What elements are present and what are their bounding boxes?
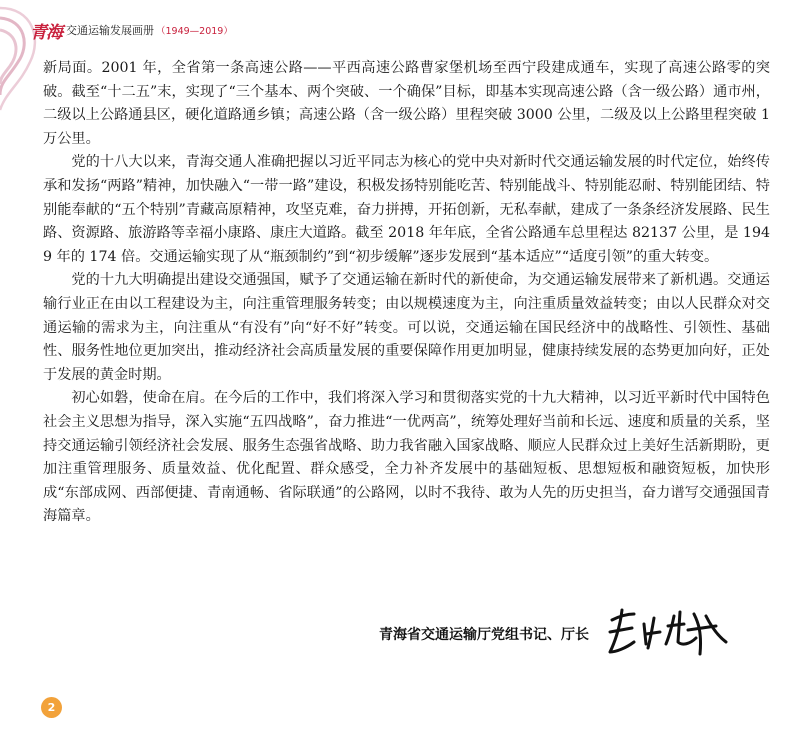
body-text <box>43 57 770 529</box>
book-title: 交通运输发展画册 <box>66 24 154 37</box>
qinghai-logo: 青海 <box>30 22 62 43</box>
paragraph-2: 党的十八大以来，青海交通人准确把握以习近平同志为核心的党中央对新时代交通运输发展的时代定位，始终传承和发扬“两路”精神，加快融入“一带一路”建设，积极发扬特别能吃苦、特别能战斗、特别能忍耐、特别能团结、特别能奉献的“五个特别”青藏高原精神，攻坚克难，奋力拼搏，开拓创新，无私奉献，建成了一条条经济发展路、民生路、资源路、旅游路等幸福小康路、康庄大道路。截至 2018 年年底，全省公路通车总里程达 82137 公里，是 1949 年的 174 倍。交通运输实现了从“瓶颈制约”到“初步缓解”逐步发展到“基本适应”“适度引领”的重大转变。 <box>43 154 770 265</box>
author-title: 青海省交通运输厅党组书记、厅长 <box>379 627 589 643</box>
paragraph-3: 党的十九大明确提出建设交通强国，赋予了交通运输在新时代的新使命，为交通运输发展带来了新机遇。交通运输行业正在由以工程建设为主，向注重管理服务转变；由以规模速度为主，向注重质量效益转变；由以人民群众对交通运输的需求为主，向注重从“有没有”向“好不好”转变。可以说，交通运输在国民经济中的战略性、引领性、基础性、服务性地位更加突出，推动经济社会高质量发展的重要保障作用更加明显，健康持续发展的态势更加向好，正处于发展的黄金时期。 <box>43 272 770 383</box>
paragraph-1: 新局面。2001 年，全省第一条高速公路——平西高速公路曹家堡机场至西宁段建成通车，实现了高速公路零的突破。截至“十二五”末，实现了“三个基本、两个突破、一个确保”目标，即基本实现高速公路（含一级公路）通市州，二级以上公路通县区，硬化道路通乡镇；高速公路（含一级公路）里程突破 3000 公里，二级及以上公路里程突破 1 万公里。 <box>43 60 770 147</box>
paragraph-4: 初心如磐，使命在肩。在今后的工作中，我们将深入学习和贯彻落实党的十九大精神，以习近平新时代中国特色社会主义思想为指导，深入实施“五四战略”，奋力推进“一优两高”，统筹处理好当前和长远、速度和质量的关系，坚持交通运输引领经济社会发展、服务生态强省战略、助力我省融入国家战略、顺应人民群众过上美好生活新期盼，更加注重管理服务、质量效益、优化配置、群众感受，全力补齐发展中的基础短板、思想短板和融资短板，加快形成“东部成网、西部便捷、青南通畅、省际联通”的公路网，以时不我待、敢为人先的历史担当，奋力谱写交通强国青海篇章。 <box>43 390 770 525</box>
page-number-badge: 2 <box>41 697 62 718</box>
book-years: （1949—2019） <box>156 26 233 37</box>
handwritten-signature <box>598 602 733 662</box>
page-header <box>30 20 233 43</box>
